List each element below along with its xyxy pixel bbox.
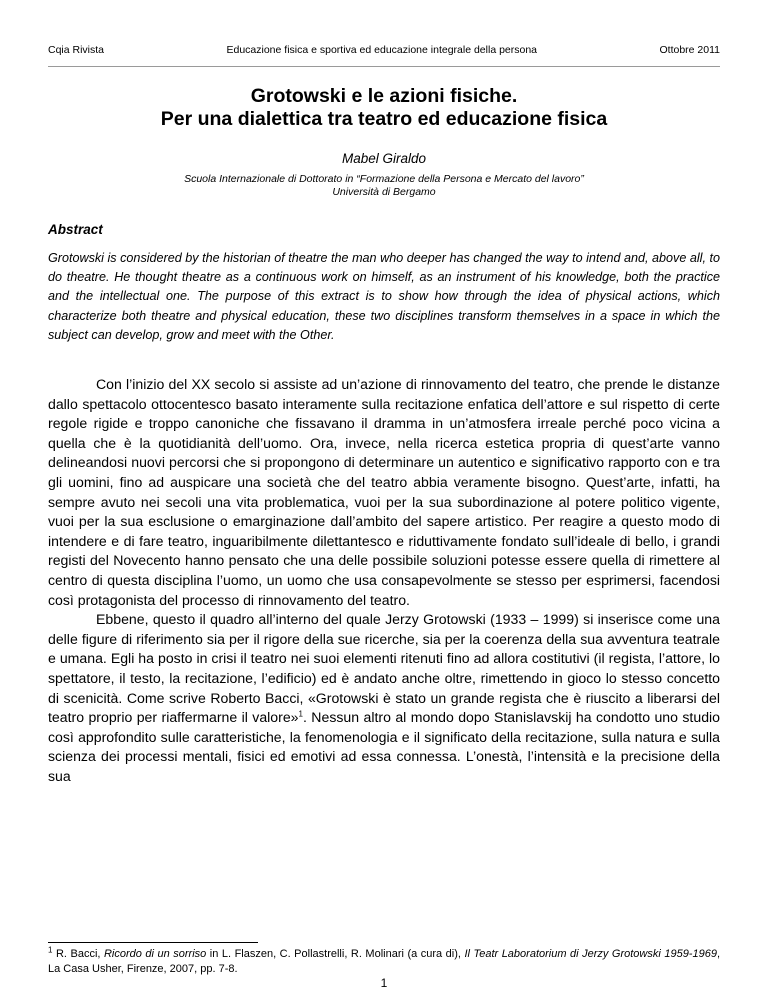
- paragraph-text: . Nessun altro al mondo dopo Stanislavskij ha condotto uno studio così approfondito sulle caratteristiche, la fenomenologia e il significato della recitazione, sulla natura e sulla scienza dei processi mentali, fisici ed emotivi ad essa connessa. L’onestà, l’intensità e la precisione della sua: [48, 709, 720, 784]
- issue-date: Ottobre 2011: [659, 44, 720, 56]
- title-line-2: Per una dialettica tra teatro ed educazione fisica: [160, 108, 608, 130]
- footnote-number: 1: [48, 945, 53, 955]
- footnote: [48, 947, 720, 977]
- abstract-text: Grotowski is considered by the historian of theatre the man who deeper has changed the way to intend and, above all, to do theatre. He thought theatre as a continuous work on himself, as an instrument of his knowledge, both the practice and the intellectual one. The purpose of this extract is to show how through the idea of physical actions, which characterize both theatre and physical education, these two disciplines transform themselves in a space in which the subject can develop, grow and meet with the Other.: [48, 251, 720, 342]
- affiliation-line-2: Università di Bergamo: [332, 186, 436, 198]
- page-number: 1: [380, 976, 388, 990]
- footnote-text: in L. Flaszen, C. Pollastrelli, R. Molinari (a cura di),: [206, 948, 465, 960]
- footnote-text: , La Casa Usher, Firenze, 2007, pp. 7-8.: [48, 948, 721, 975]
- body-paragraph: Con l’inizio del XX secolo si assiste ad un’azione di rinnovamento del teatro, che prende le distanze dallo spettacolo ottocentesco basato interamente sulla recitazione enfatica dell’attore e sul rispetto di certe regole rigide e troppo canoniche che fissavano il dramma in un’atmosfera irreale perché poco vicina a quella che è la quotidianità dell’uomo. Ora, invece, nella ricerca estetica propria di quest’arte vanno delineandosi nuovi percorsi che si propongono di determinare un autentico e significativo rapporto con e tra gli uomini, fino ad auspicare una società che del teatro abbia veramente bisogno. Quest’arte, infatti, ha sempre avuto nei secoli una vita problematica, vuoi per la sua subordinazione al potere politico vigente, vuoi per la sua esclusione o emarginazione dall’ambito del sapere artistico. Per reagire a questo modo di intendere e di fare teatro, inguaribilmente dilettantesco e riduttivamente fondato sull’ideale di bello, i grandi registi del Novecento hanno pensato che una delle possibile soluzioni potesse essere quella di rimettere al centro di questa disciplina l’uomo, un uomo che usa consapevolmente se stesso per esprimersi, facendosi così protagonista del processo di rinnovamento del teatro.: [48, 376, 720, 608]
- journal-name: Cqia Rivista: [48, 44, 105, 56]
- author-name: Mabel Giraldo: [341, 151, 427, 166]
- affiliation-line-1: Scuola Internazionale di Dottorato in “Formazione della Persona e Mercato del lavoro”: [184, 173, 584, 185]
- title-line-1: Grotowski e le azioni fisiche.: [250, 85, 518, 107]
- footnote-reference[interactable]: 1: [298, 709, 303, 719]
- issue-theme: Educazione fisica e sportiva ed educazione integrale della persona: [226, 44, 538, 56]
- author-affiliation: [48, 173, 720, 199]
- footnote-cited-title: Ricordo di un sorriso: [103, 948, 207, 960]
- paragraph-text: Ebbene, questo il quadro all’interno del quale Jerzy Grotowski (1933 – 1999) si inserisce come una delle figure di riferimento sia per il rigore della sue ricerche, sia per la coerenza della sua avventura teatrale e umana. Egli ha posto in crisi il teatro nei suoi elementi ritenuti fino ad allora costitutivi (il regista, l’attore, lo spettatore, il testo, la recitazione, l’edificio) ed è andato anche oltre, rimettendo in gioco lo stesso concetto di scenicità. Come scrive Roberto Bacci, «Grotowski è stato un grande regista che è riuscito a liberarsi del teatro proprio per riaffermarne il valore»: [48, 611, 720, 726]
- abstract-heading: Abstract: [48, 222, 103, 237]
- footnote-cited-title: Il Teatr Laboratorium di Jerzy Grotowski 1959-1969: [464, 948, 717, 960]
- running-header: [48, 43, 720, 57]
- footnote-divider: [48, 942, 258, 943]
- header-divider: [48, 66, 720, 67]
- paper-title: [48, 85, 720, 131]
- body-text: [48, 375, 720, 786]
- body-paragraph: [48, 610, 720, 786]
- footnote-text: R. Bacci,: [52, 948, 104, 960]
